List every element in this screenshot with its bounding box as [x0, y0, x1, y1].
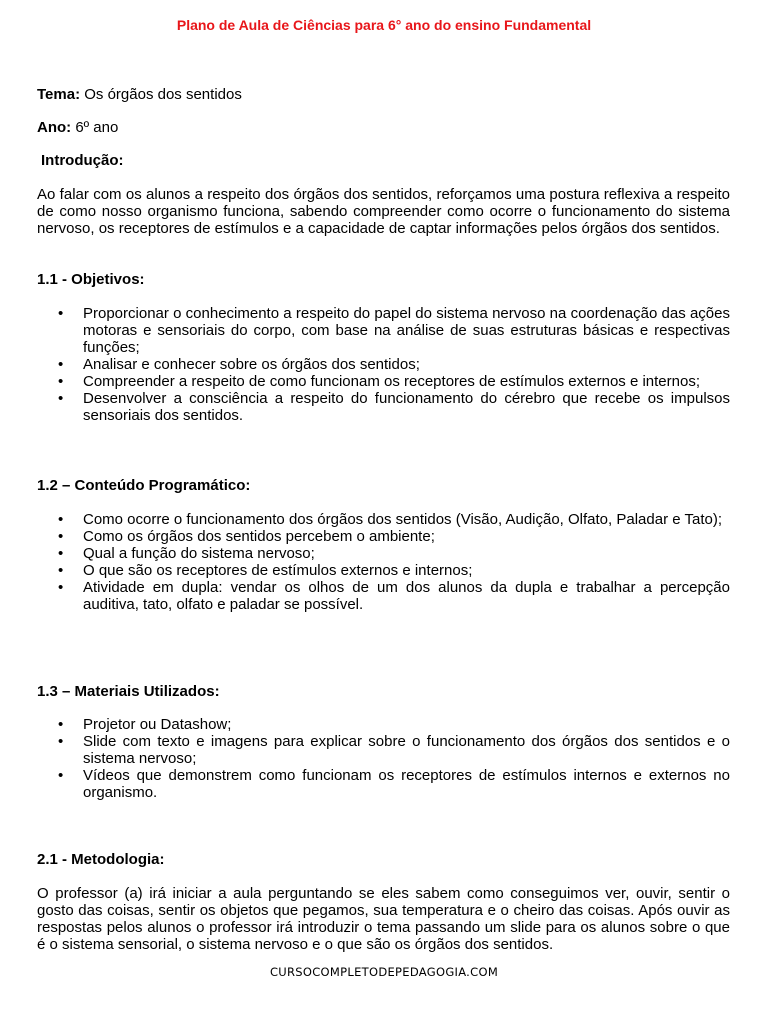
conteudo-heading: 1.2 – Conteúdo Programático: — [37, 477, 251, 494]
introducao-text: Ao falar com os alunos a respeito dos órgãos dos sentidos, reforçamos uma postura reflexiva a respeito de como nosso organismo funciona, sabendo compreender como ocorre o funcionamento do sistema nervoso, os receptores de estímulos e a capacidade de captar informações pelos órgãos dos sentidos. — [37, 186, 730, 237]
tema-line — [37, 86, 242, 103]
list-item: • Como os órgãos dos sentidos percebem o ambiente; — [37, 528, 730, 545]
list-item: • O que são os receptores de estímulos externos e internos; — [37, 562, 730, 579]
list-item: • Como ocorre o funcionamento dos órgãos dos sentidos (Visão, Audição, Olfato, Paladar e Tato); — [37, 511, 730, 528]
ano-value: 6º ano — [71, 119, 119, 136]
metodologia-text: O professor (a) irá iniciar a aula perguntando se eles sabem como conseguimos ver, ouvir, sentir o gosto das coisas, sentir os objetos que pegamos, sua temperatura e o cheiro das coisas. Após ouvir as respostas pelos alunos o professor irá introduzir o tema passando um slide para os alunos sobre o que é o sistema sensorial, o sistema nervoso e o que são os órgãos dos sentidos. — [37, 885, 730, 953]
introducao-heading: Introdução: — [41, 152, 124, 169]
footer-site: CURSOCOMPLETODEPEDAGOGIA.COM — [269, 965, 499, 979]
ano-label: Ano: — [37, 119, 72, 136]
objetivos-heading: 1.1 - Objetivos: — [37, 271, 145, 288]
objetivos-list — [37, 305, 730, 424]
ano-line — [37, 119, 118, 136]
document-title: Plano de Aula de Ciências para 6° ano do ensino Fundamental — [176, 17, 592, 33]
list-item: • Projetor ou Datashow; — [37, 716, 730, 733]
list-item: • Compreender a respeito de como funcionam os receptores de estímulos externos e internos; — [37, 373, 730, 390]
materiais-heading: 1.3 – Materiais Utilizados: — [37, 683, 220, 700]
list-item: • Vídeos que demonstrem como funcionam os receptores de estímulos internos e externos no organismo. — [37, 767, 730, 801]
list-item: • Slide com texto e imagens para explicar sobre o funcionamento dos órgãos dos sentidos e o sistema nervoso; — [37, 733, 730, 767]
tema-label: Tema: — [37, 86, 81, 103]
list-item: • Desenvolver a consciência a respeito do funcionamento do cérebro que recebe os impulsos sensoriais dos sentidos. — [37, 390, 730, 424]
list-item: • Proporcionar o conhecimento a respeito do papel do sistema nervoso na coordenação das ações motoras e sensoriais do corpo, com base na análise de suas estruturas básicas e respectivas funções; — [37, 305, 730, 356]
list-item: • Atividade em dupla: vendar os olhos de um dos alunos da dupla e trabalhar a percepção auditiva, tato, olfato e paladar se possível. — [37, 579, 730, 613]
conteudo-list — [37, 511, 730, 613]
materiais-list — [37, 716, 730, 801]
list-item: • Analisar e conhecer sobre os órgãos dos sentidos; — [37, 356, 730, 373]
tema-value: Os órgãos dos sentidos — [80, 86, 242, 103]
list-item: • Qual a função do sistema nervoso; — [37, 545, 730, 562]
metodologia-heading: 2.1 - Metodologia: — [37, 851, 165, 868]
